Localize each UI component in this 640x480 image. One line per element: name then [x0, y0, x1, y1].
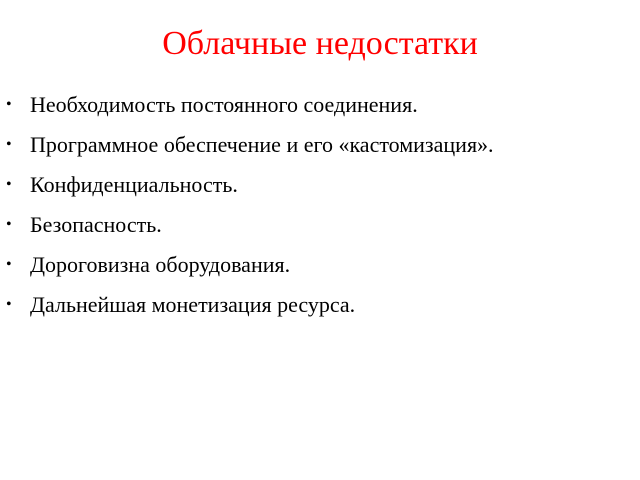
list-item — [6, 208, 636, 248]
bullet-icon: • — [6, 176, 12, 193]
bullet-text: Программное обеспечение и его «кастомизация». — [30, 132, 494, 157]
list-item — [6, 288, 636, 328]
list-item — [6, 168, 636, 208]
bullet-text: Безопасность. — [30, 212, 162, 237]
bullet-text: Необходимость постоянного соединения. — [30, 92, 418, 117]
slide-title: Облачные недостатки — [162, 25, 478, 62]
bullet-icon: • — [6, 216, 12, 233]
bullet-text: Дальнейшая монетизация ресурса. — [30, 292, 356, 317]
bullet-list — [6, 88, 636, 328]
bullet-text: Дороговизна оборудования. — [30, 252, 291, 277]
list-item — [6, 248, 636, 288]
bullet-icon: • — [6, 256, 12, 273]
bullet-icon: • — [6, 136, 12, 153]
list-item — [6, 128, 636, 168]
list-item — [6, 88, 636, 128]
bullet-text: Конфиденциальность. — [30, 172, 238, 197]
bullet-icon: • — [6, 296, 12, 313]
bullet-icon: • — [6, 96, 12, 113]
